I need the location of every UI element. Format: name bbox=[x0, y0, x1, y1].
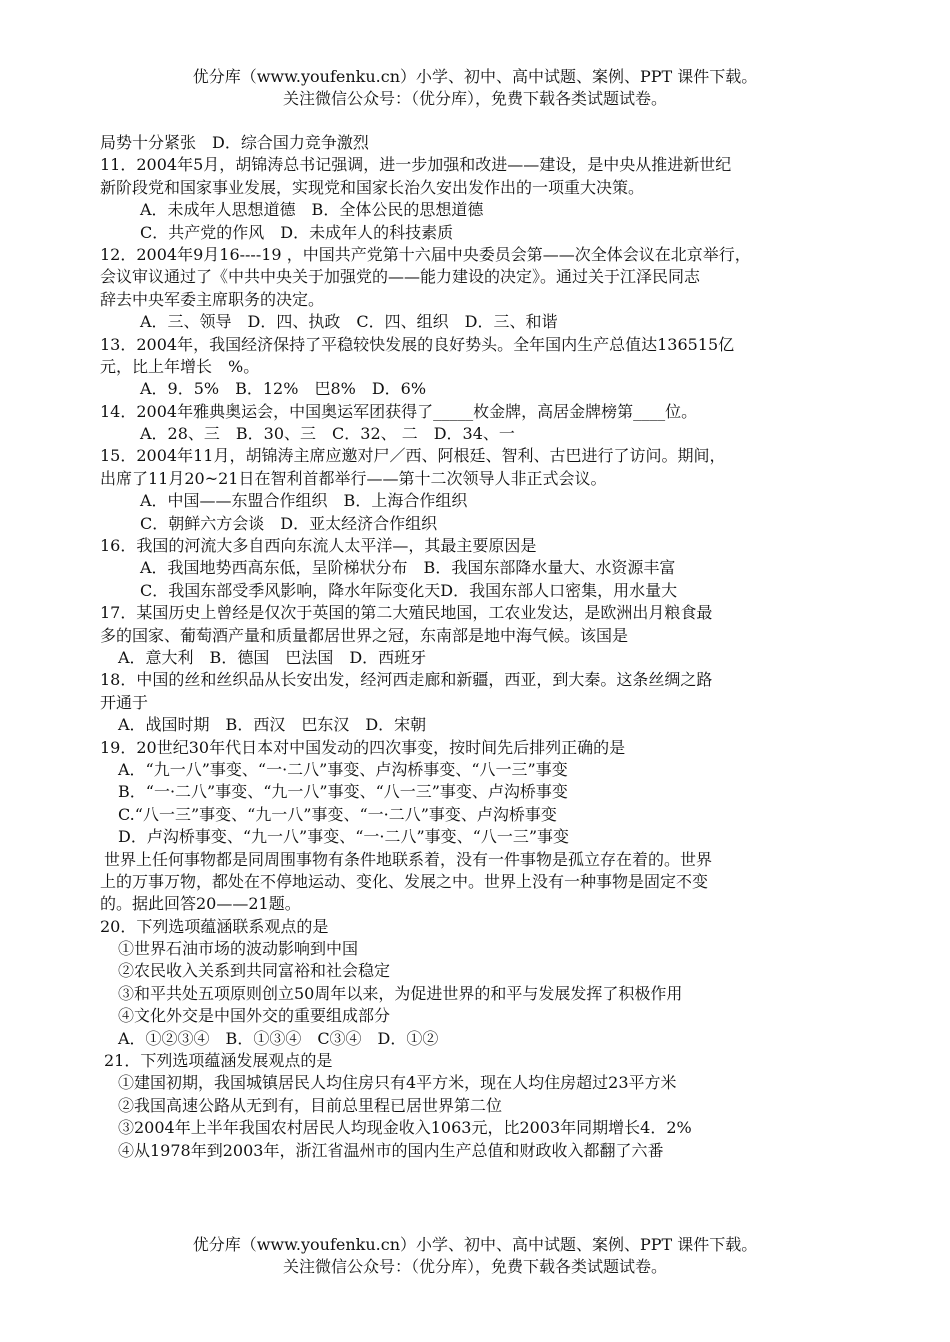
text-line: 16．我国的河流大多自西向东流人太平洋—，其最主要原因是 bbox=[100, 536, 537, 556]
text-line: 新阶段党和国家事业发展，实现党和国家长治久安出发作出的一项重大决策。 bbox=[100, 177, 645, 197]
text-line: A．我国地势西高东低，呈阶梯状分布 B．我国东部降水量大、水资源丰富 bbox=[140, 558, 676, 578]
text-line: 会议审议通过了《中共中央关于加强党的——能力建设的决定》。通过关于江泽民同志 bbox=[100, 267, 701, 287]
text-line: C.“八一三”事变、“九一八”事变、“一·二八”事变、卢沟桥事变 bbox=[118, 804, 557, 824]
text-line: 12．2004年9月16----19 ，中国共产党第十六届中央委员会第——次全体会议在北京举行， bbox=[100, 244, 751, 264]
text-line: 的。据此回答20——21题。 bbox=[100, 894, 301, 914]
text-line: A．未成年人思想道德 B．全体公民的思想道德 bbox=[140, 200, 484, 220]
header-line-1: 优分库（www.youfenku.cn）小学、初中、高中试题、案例、PPT 课件下载。 bbox=[192, 67, 758, 86]
text-line: 17．某国历史上曾经是仅次于英国的第二大殖民地国，工农业发达，是欧洲出月粮食最 bbox=[100, 603, 713, 623]
text-line: A．战国时期 B．西汉 巴东汉 D．宋朝 bbox=[118, 715, 427, 735]
text-line: A．中国——东盟合作组织 B．上海合作组织 bbox=[140, 491, 468, 511]
text-line: D．卢沟桥事变、“九一八”事变、“一·二八”事变、“八一三”事变 bbox=[118, 827, 569, 847]
text-line: B．“一·二八”事变、“九一八”事变、“八一三”事变、卢沟桥事变 bbox=[118, 782, 568, 802]
text-line: 18．中国的丝和丝织品从长安出发，经河西走廊和新疆，西亚，到大秦。这条丝绸之路 bbox=[100, 670, 713, 690]
text-line: A．意大利 B．德国 巴法国 D．西班牙 bbox=[118, 647, 427, 667]
text-line: 21．下列选项蕴涵发展观点的是 bbox=[104, 1051, 333, 1071]
text-line: A．三、领导 D．四、执政 C．四、组织 D．三、和谐 bbox=[140, 312, 558, 332]
text-line: 开通于 bbox=[100, 692, 149, 712]
text-line: 13．2004年，我国经济保持了平稳较快发展的良好势头。全年国内生产总值达136515亿 bbox=[100, 334, 735, 354]
text-line: 11．2004年5月，胡锦涛总书记强调，进一步加强和改进——建设，是中央从推进新世纪 bbox=[100, 155, 732, 175]
text-line: A．①②③④ B．①③④ C③④ D．①② bbox=[118, 1028, 439, 1048]
text-line: 上的万事万物，都处在不停地运动、变化、发展之中。世界上没有一种事物是固定不变 bbox=[100, 871, 709, 891]
text-line: ②农民收入关系到共同富裕和社会稳定 bbox=[118, 961, 391, 981]
text-line: ③和平共处五项原则创立50周年以来，为促进世界的和平与发展发挥了积极作用 bbox=[118, 983, 683, 1003]
text-line: 14．2004年雅典奥运会，中国奥运军团获得了_____枚金牌，高居金牌榜第____位。 bbox=[100, 401, 698, 421]
footer-line-1: 优分库（www.youfenku.cn）小学、初中、高中试题、案例、PPT 课件下载。 bbox=[192, 1235, 758, 1254]
text-line: 多的国家、葡萄酒产量和质量都居世界之冠，东南部是地中海气候。该国是 bbox=[100, 625, 629, 645]
text-line: A．28、三 B．30、三 C．32、 二 D．34、一 bbox=[140, 424, 515, 444]
footer-line-2: 关注微信公众号：（优分库），免费下载各类试题试卷。 bbox=[282, 1257, 667, 1276]
text-line: 元，比上年增长 %。 bbox=[100, 356, 260, 376]
exam-questions bbox=[100, 132, 840, 1162]
text-line: 局势十分紧张 D．综合国力竞争激烈 bbox=[100, 133, 369, 152]
text-line: 15．2004年11月，胡锦涛主席应邀对尸／西、阿根廷、智利、古巴进行了访问。期间， bbox=[100, 446, 726, 466]
text-line: 20．下列选项蕴涵联系观点的是 bbox=[100, 916, 329, 936]
text-line: ②我国高速公路从无到有，目前总里程已居世界第二位 bbox=[118, 1095, 503, 1115]
text-line: 19．20世纪30年代日本对中国发动的四次事变，按时间先后排列正确的是 bbox=[100, 737, 626, 757]
header-line-2: 关注微信公众号：（优分库），免费下载各类试题试卷。 bbox=[282, 89, 667, 108]
page-footer bbox=[0, 1234, 950, 1278]
text-line: A．9．5% B．12% 巴8% D．6% bbox=[140, 379, 427, 399]
text-line: A．“九一八”事变、“一·二八”事变、卢沟桥事变、“八一三”事变 bbox=[118, 759, 568, 779]
text-line: C．朝鲜六方会谈 D．亚太经济合作组织 bbox=[140, 513, 438, 533]
text-line: ①世界石油市场的波动影响到中国 bbox=[118, 939, 359, 959]
text-line: ①建国初期，我国城镇居民人均住房只有4平方米，现在人均住房超过23平方米 bbox=[118, 1073, 677, 1093]
text-line: 辞去中央军委主席职务的决定。 bbox=[100, 289, 325, 309]
text-line: ③2004年上半年我国农村居民人均现金收入1063元，比2003年同期增长4．2% bbox=[118, 1118, 692, 1138]
text-line: C．我国东部受季风影响，降水年际变化天D．我国东部人口密集，用水量大 bbox=[140, 580, 678, 600]
text-line: ④从1978年到2003年，浙江省温州市的国内生产总值和财政收入都翻了六番 bbox=[118, 1140, 664, 1160]
text-line: C．共产党的作风 D．未成年人的科技素质 bbox=[140, 222, 454, 242]
text-line: 世界上任何事物都是同周围事物有条件地联系着，没有一件事物是孤立存在着的。世界 bbox=[104, 849, 713, 869]
page-header bbox=[0, 66, 950, 110]
text-line: ④文化外交是中国外交的重要组成部分 bbox=[118, 1006, 391, 1026]
text-line: 出席了11月20~21日在智利首都举行——第十二次领导人非正式会议。 bbox=[100, 468, 607, 488]
